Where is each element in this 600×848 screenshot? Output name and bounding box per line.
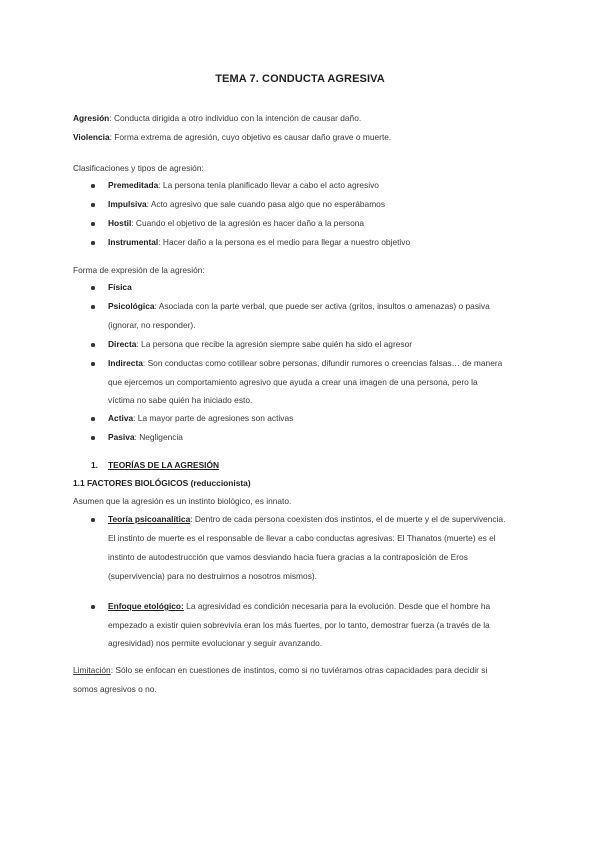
bullet-icon bbox=[91, 305, 95, 309]
list-item: Hostil: Cuando el objetivo de la agresión es hacer daño a la persona bbox=[108, 218, 365, 228]
list-item: Directa: La persona que recibe la agresión siempre sabe quién ha sido el agresor bbox=[108, 339, 413, 349]
list-item-continuation: víctima no sabe quién ha iniciado esto. bbox=[108, 395, 253, 405]
section-intro: Asumen que la agresión es un instinto biológico, es innato. bbox=[73, 496, 292, 506]
page-title: TEMA 7. CONDUCTA AGRESIVA bbox=[215, 73, 385, 85]
limitation-paragraph: Limitación: Sólo se enfocan en cuestiones de instintos, como si no tuviéramos otras capacidades para decidir si bbox=[73, 665, 488, 675]
list-item: Enfoque etológico: La agresividad es condición necesaria para la evolución. Desde que el hombre ha bbox=[108, 601, 491, 611]
definition-text: : Forma extrema de agresión, cuyo objetivo es causar daño grave o muerte. bbox=[109, 132, 392, 142]
bullet-icon bbox=[91, 343, 95, 347]
expression-intro: Forma de expresión de la agresión: bbox=[73, 265, 205, 275]
list-item: Física bbox=[108, 282, 132, 292]
list-item-continuation: instinto de autodestrucción que vamos desviando hacia fuera gracias a la contraposición de Eros bbox=[108, 552, 468, 562]
list-item: Activa: La mayor parte de agresiones son activas bbox=[108, 413, 294, 423]
subsection-heading: 1.1 FACTORES BIOLÓGICOS (reduccionista) bbox=[73, 478, 251, 488]
bullet-icon bbox=[91, 436, 95, 440]
list-item: Premeditada: La persona tenía planificado llevar a cabo el acto agresivo bbox=[108, 180, 379, 190]
bullet-icon bbox=[91, 241, 95, 245]
bullet-icon bbox=[91, 417, 95, 421]
definition-term: Agresión bbox=[73, 113, 110, 123]
list-item-continuation: que ejercemos un comportamiento agresivo que ayuda a crear una imagen de una persona, pero la bbox=[108, 377, 478, 387]
limitation-continuation: somos agresivos o no. bbox=[73, 684, 157, 694]
definition-term: Violencia bbox=[73, 132, 110, 142]
list-item: Pasiva: Negligencia bbox=[108, 432, 183, 442]
bullet-icon bbox=[91, 362, 95, 366]
section-heading: TEORÍAS DE LA AGRESIÓN bbox=[108, 460, 220, 470]
list-item: Impulsiva: Acto agresivo que sale cuando pasa algo que no esperábamos bbox=[108, 199, 386, 209]
list-item-continuation: (supervivencia) para no destruirnos a nosotros mismos). bbox=[108, 571, 317, 581]
list-item: Teoría psicoanalítica: Dentro de cada persona coexisten dos instintos, el de muerte y el de supervivencia. bbox=[108, 514, 506, 524]
bullet-icon bbox=[91, 184, 95, 188]
list-item-continuation: (ignorar, no responder). bbox=[108, 320, 196, 330]
list-item-continuation: empezado a existir quien sobrevivía eran los más fuertes, por lo tanto, demostrar fuerza (a través de la bbox=[108, 620, 490, 630]
list-item-continuation: agresividad) nos permite evolucionar y seguir avanzando. bbox=[108, 638, 323, 648]
list-item: Psicológica: Asociada con la parte verbal, que puede ser activa (gritos, insultos o amenazas) o pasiva bbox=[108, 301, 490, 311]
bullet-icon bbox=[91, 518, 95, 522]
classifications-intro: Clasificaciones y tipos de agresión: bbox=[73, 163, 204, 173]
bullet-icon bbox=[91, 222, 95, 226]
definition-text: : Conducta dirigida a otro individuo con la intención de causar daño. bbox=[109, 113, 362, 123]
list-item-continuation: El instinto de muerte es el responsable de llevar a cabo conductas agresivas: El Thanatos (muerte) es el bbox=[108, 533, 496, 543]
bullet-icon bbox=[91, 203, 95, 207]
list-item: Instrumental: Hacer daño a la persona es el medio para llegar a nuestro objetivo bbox=[108, 237, 411, 247]
list-item: Indirecta: Son conductas como cotillear sobre personas, difundir rumores o creencias falsas… de manera bbox=[108, 358, 503, 368]
definition-violencia bbox=[73, 132, 391, 143]
bullet-icon bbox=[91, 605, 95, 609]
bullet-icon bbox=[91, 286, 95, 290]
definition-agresion bbox=[73, 113, 361, 124]
section-number: 1. bbox=[91, 460, 98, 470]
